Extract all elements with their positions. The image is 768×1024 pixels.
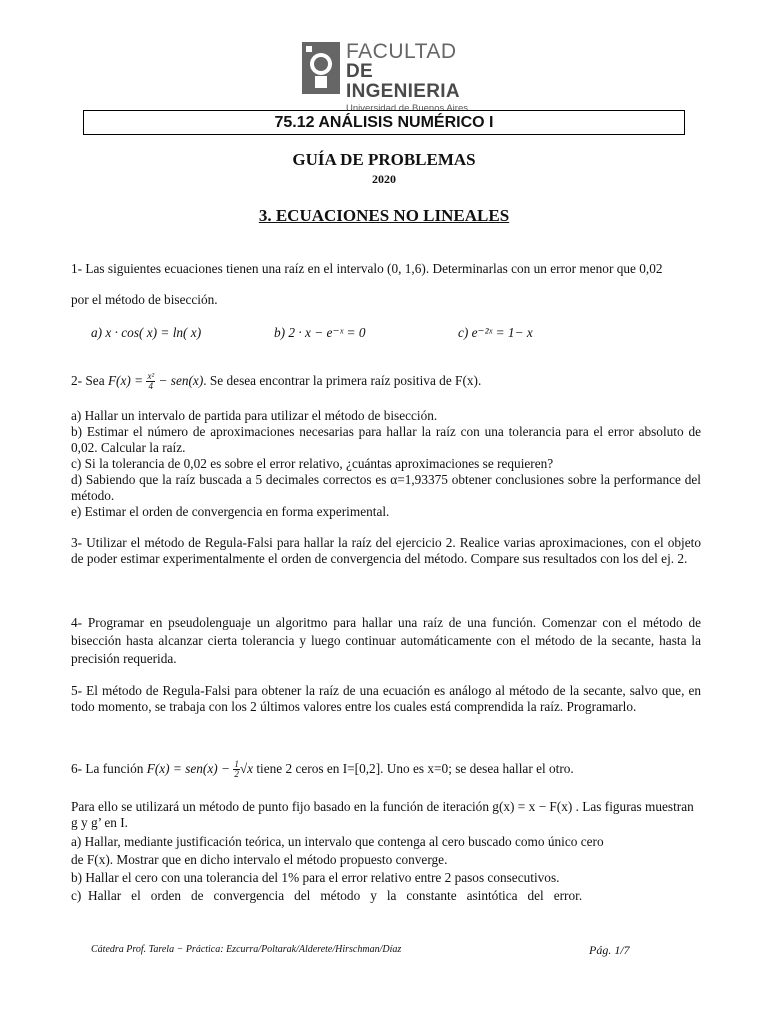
- problem-6-item-a-line-1: a) Hallar, mediante justificación teórica, un intervalo que contenga al cero buscado como único cero: [71, 834, 604, 849]
- fraction-denominator: 4: [148, 381, 154, 392]
- problem-2-item-c: c) Si la tolerancia de 0,02 es sobre el error relativo, ¿cuántas aproximaciones se requieren?: [71, 456, 554, 471]
- chapter-title: 3. ECUACIONES NO LINEALES: [258, 206, 510, 225]
- problem-2-fraction: [146, 372, 155, 391]
- problem-6-lead: 6- La función: [71, 761, 144, 776]
- problem-1-line-2: por el método de bisección.: [71, 292, 218, 307]
- problem-2-function-lhs: F(x) =: [107, 373, 144, 388]
- course-title-box: 75.12 ANÁLISIS NUMÉRICO I: [83, 110, 685, 135]
- fraction-numerator: 1: [234, 759, 239, 770]
- problem-6-paragraph: Para ello se utilizará un método de punto fijo basado en la función de iteración g(x) = x − F(x) . Las figuras muestran g y g’ en I.: [71, 799, 694, 830]
- problem-6-tail: tiene 2 ceros en I=[0,2]. Uno es x=0; se desea hallar el otro.: [256, 761, 574, 776]
- faculty-logo: [302, 40, 472, 114]
- logo-line-3: Universidad de Buenos Aires: [346, 103, 468, 114]
- problem-6-item-a-line-2: de F(x). Mostrar que en dicho intervalo el método propuesto converge.: [71, 852, 448, 867]
- problem-2-intro: [71, 370, 701, 392]
- problem-5: 5- El método de Regula-Falsi para obtener la raíz de una ecuación es análogo al método de la secante, salvo que, en todo momento, se trabaja con los 2 últimos valores entre los cuales está comprendida la raíz. Programarlo.: [71, 683, 701, 714]
- problem-2-item-b: b) Estimar el número de aproximaciones necesarias para hallar la raíz con una tolerancia para el error absoluto de 0,02. Calcular la raíz.: [71, 424, 701, 455]
- equation-a: a) x · cos( x) = ln( x): [91, 325, 202, 340]
- faculty-seal-icon: [302, 42, 340, 94]
- problem-6-item-c: c) Hallar el orden de convergencia del método y la constante asintótica del error.: [71, 888, 583, 903]
- problem-2-function-rhs: − sen(x): [158, 373, 204, 388]
- problem-4: 4- Programar en pseudolenguaje un algoritmo para hallar una raíz de una función. Comenzar con el método de bisección hasta alcanzar cierta tolerancia y luego continuar automáticamente con el método de la secante, hasta la precisión requerida.: [71, 615, 701, 666]
- fraction-numerator: x²: [147, 371, 155, 382]
- logo-line-2: DE INGENIERIA: [346, 61, 460, 102]
- equation-b: b) 2 · x − e⁻ˣ = 0: [274, 325, 366, 340]
- problem-2-item-a: a) Hallar un intervalo de partida para utilizar el método de bisección.: [71, 408, 438, 423]
- equation-c: c) e⁻²ˣ = 1− x: [458, 325, 533, 340]
- guide-title: GUÍA DE PROBLEMAS: [292, 150, 476, 169]
- page-number: Pág. 1/7: [589, 943, 630, 957]
- problem-2-tail: . Se desea encontrar la primera raíz positiva de F(x).: [203, 373, 482, 388]
- logo-line-1: FACULTAD: [346, 40, 457, 63]
- problem-2-lead: 2- Sea: [71, 373, 105, 388]
- problem-6-intro: [71, 758, 701, 780]
- problem-6-sqrt: √x: [239, 761, 254, 776]
- problem-2-item-d: d) Sabiendo que la raíz buscada a 5 decimales correctos es α=1,93375 obtener conclusiones sobre la performance del método.: [71, 472, 701, 503]
- problem-2-item-e: e) Estimar el orden de convergencia en forma experimental.: [71, 504, 390, 519]
- logo-text: [346, 42, 472, 116]
- footer-credits: Cátedra Prof. Tarela − Práctica: Ezcurra/Poltarak/Alderete/Hirschman/Díaz: [91, 944, 402, 955]
- problem-3: 3- Utilizar el método de Regula-Falsi para hallar la raíz del ejercicio 2. Realice varias aproximaciones, con el objeto de poder estimar experimentalmente el orden de convergencia del método. Compare sus resultados con los del ej. 2.: [71, 535, 701, 566]
- problem-6-item-b: b) Hallar el cero con una tolerancia del 1% para el error relativo entre 2 pasos consecutivos.: [71, 870, 560, 885]
- problem-6-function-lhs: F(x) = sen(x) −: [146, 761, 230, 776]
- fraction-denominator: 2: [234, 769, 239, 780]
- problem-1-line-1: 1- Las siguientes ecuaciones tienen una raíz en el intervalo (0, 1,6). Determinarlas con un error menor que 0,02: [71, 261, 663, 276]
- guide-year: 2020: [372, 172, 396, 186]
